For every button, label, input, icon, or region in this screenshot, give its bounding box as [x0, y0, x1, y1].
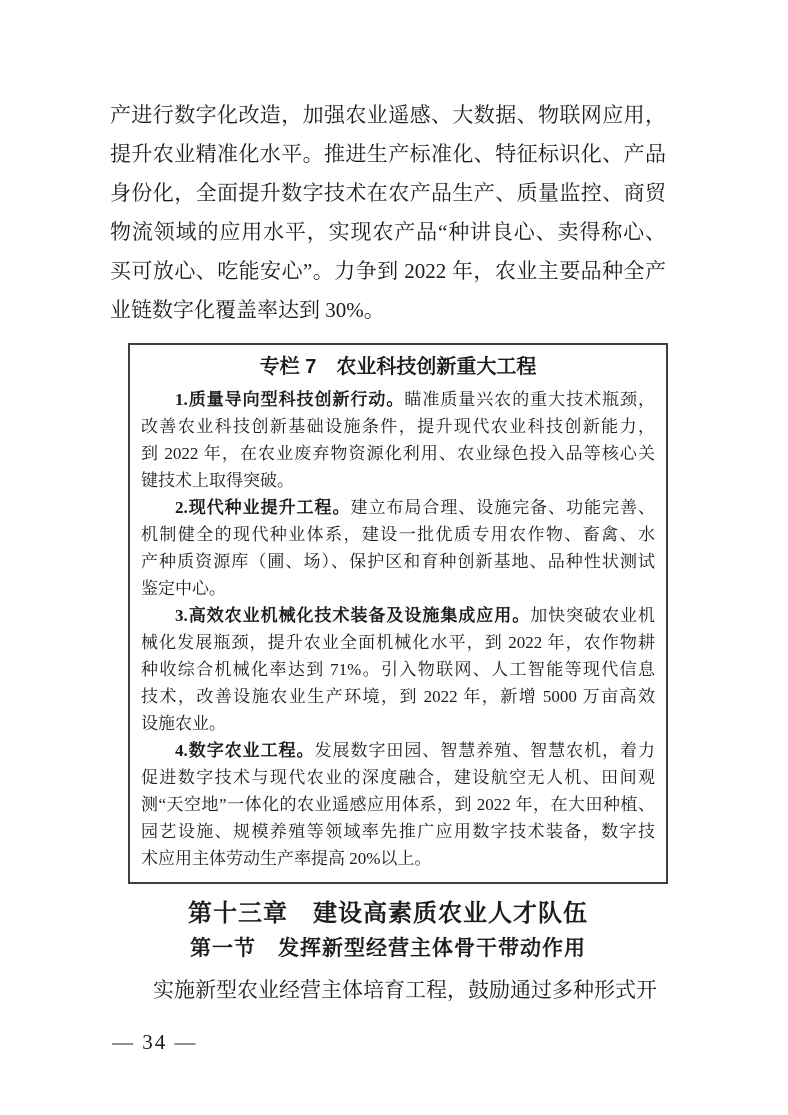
box-line: 技术，改善设施农业生产环境，到 2022 年，新增 5000 万亩高效 [141, 687, 655, 706]
box-line [141, 386, 655, 413]
box-line-text: 瞄准质量兴农的重大技术瓶颈， [404, 390, 655, 409]
box-line: 改善农业科技创新基础设施条件，提升现代农业科技创新能力， [141, 417, 655, 436]
body-line: 买可放心、吃能安心”。力争到 2022 年，农业主要品种全产 [110, 259, 666, 283]
box-line: 产种质资源库（圃、场）、保护区和育种创新基地、品种性状测试 [141, 552, 655, 571]
box-line: 鉴定中心。 [141, 579, 226, 598]
box-item-lead: 2.现代种业提升工程。 [175, 498, 351, 517]
page-number: — 34 — [112, 1030, 198, 1054]
feature-box [128, 343, 668, 884]
body-paragraph-continued: 实施新型农业经营主体培育工程，鼓励通过多种形式开 [153, 978, 657, 1002]
box-line [141, 602, 655, 629]
box-item-lead: 3.高效农业机械化技术装备及设施集成应用。 [175, 606, 531, 625]
box-line [141, 494, 655, 521]
box-line: 机制健全的现代种业体系，建设一批优质专用农作物、畜禽、水 [141, 525, 655, 544]
box-line-text: 建立布局合理、设施完备、功能完善、 [350, 498, 655, 517]
box-line: 械化发展瓶颈，提升农业全面机械化水平，到 2022 年，农作物耕 [141, 633, 655, 652]
body-line: 产进行数字化改造，加强农业遥感、大数据、物联网应用， [110, 103, 666, 127]
box-line: 术应用主体劳动生产率提高 20%以上。 [141, 849, 432, 868]
chapter-heading: 第十三章 建设高素质农业人才队伍 [188, 900, 588, 927]
body-line: 提升农业精准化水平。推进生产标准化、特征标识化、产品 [110, 142, 666, 166]
body-line: 业链数字化覆盖率达到 30%。 [110, 298, 385, 322]
body-paragraph [110, 96, 666, 330]
box-line-text: 发展数字田园、智慧养殖、智慧农机，着力 [314, 741, 655, 760]
box-line: 到 2022 年，在农业废弃物资源化利用、农业绿色投入品等核心关 [141, 444, 655, 463]
box-line: 园艺设施、规模养殖等领域率先推广应用数字技术装备，数字技 [141, 822, 655, 841]
box-line-text: 加快突破农业机 [530, 606, 655, 625]
box-line: 设施农业。 [141, 714, 226, 733]
box-line [141, 737, 655, 764]
box-line: 键技术上取得突破。 [141, 471, 294, 490]
box-line: 促进数字技术与现代农业的深度融合，建设航空无人机、田间观 [141, 768, 655, 787]
body-line: 身份化，全面提升数字技术在农产品生产、质量监控、商贸 [110, 181, 666, 205]
feature-box-title: 专栏 7 农业科技创新重大工程 [259, 356, 537, 378]
box-line: 种收综合机械化率达到 71%。引入物联网、人工智能等现代信息 [141, 660, 655, 679]
box-item-lead: 4.数字农业工程。 [175, 741, 315, 760]
section-heading: 第一节 发挥新型经营主体骨干带动作用 [190, 936, 586, 960]
body-line: 物流领域的应用水平，实现农产品“种讲良心、卖得称心、 [110, 220, 666, 244]
box-line: 测“天空地”一体化的农业遥感应用体系，到 2022 年，在大田种植、 [141, 795, 655, 814]
box-item-lead: 1.质量导向型科技创新行动。 [175, 390, 405, 409]
